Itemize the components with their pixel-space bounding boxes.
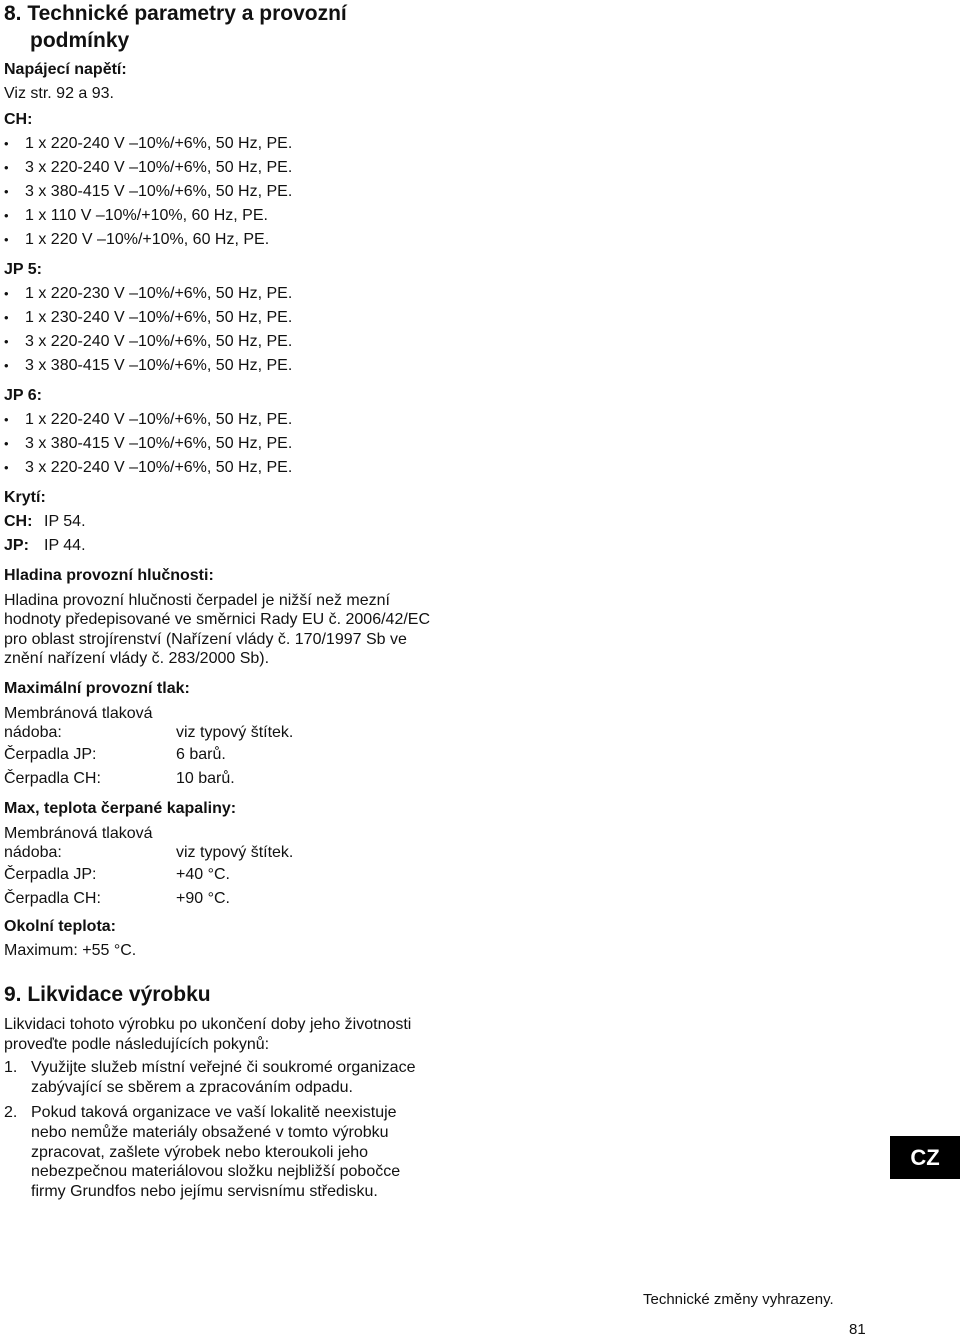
protection-ch-value: IP 54. — [44, 513, 86, 530]
protection-jp-key: JP: — [4, 537, 29, 554]
list-item: • 3 x 220-240 V –10%/+6%, 50 Hz, PE. — [4, 330, 434, 354]
ambient-text: Maximum: +55 °C. — [4, 942, 137, 960]
protection-jp-value: IP 44. — [44, 537, 86, 554]
protection-label: Krytí: — [4, 489, 46, 506]
main-column — [4, 0, 434, 1201]
list-item — [4, 1103, 434, 1201]
list-item: • 3 x 220-240 V –10%/+6%, 50 Hz, PE. — [4, 156, 434, 180]
temperature-label: Max, teplota čerpané kapaliny: — [4, 800, 237, 818]
pressure-jp-key: Čerpadla JP: — [4, 746, 97, 764]
pressure-jp-row — [4, 743, 434, 767]
language-badge: CZ — [890, 1136, 960, 1179]
temperature-tank-key-line2: nádoba: — [4, 844, 62, 862]
jp6-voltage-list — [4, 408, 434, 480]
temperature-tank-key-line1: Membránová tlaková — [4, 825, 153, 843]
temperature-jp-value: +40 °C. — [176, 866, 230, 884]
pressure-label: Maximální provozní tlak: — [4, 679, 190, 697]
temperature-ch-value: +90 °C. — [176, 890, 230, 908]
step-number: 2. — [4, 1104, 18, 1122]
list-item: • 1 x 220-240 V –10%/+6%, 50 Hz, PE. — [4, 132, 434, 156]
noise-label: Hladina provozní hlučnosti: — [4, 567, 214, 584]
list-item: • 3 x 380-415 V –10%/+6%, 50 Hz, PE. — [4, 432, 434, 456]
pressure-ch-key: Čerpadla CH: — [4, 770, 101, 788]
step-number: 1. — [4, 1059, 18, 1077]
footer-note: Technické změny vyhrazeny. — [643, 1291, 834, 1308]
list-item: • 1 x 220-240 V –10%/+6%, 50 Hz, PE. — [4, 408, 434, 432]
list-item: • 3 x 380-415 V –10%/+6%, 50 Hz, PE. — [4, 180, 434, 204]
list-item: • 3 x 220-240 V –10%/+6%, 50 Hz, PE. — [4, 456, 434, 480]
list-item: • 1 x 220-230 V –10%/+6%, 50 Hz, PE. — [4, 282, 434, 306]
pressure-tank-key-line1: Membránová tlaková — [4, 704, 153, 722]
jp5-voltage-list — [4, 282, 434, 378]
list-item — [4, 1058, 434, 1097]
temperature-tank-value: viz typový štítek. — [176, 844, 294, 862]
protection-ch-key: CH: — [4, 513, 33, 530]
pressure-tank-value: viz typový štítek. — [176, 724, 294, 742]
temperature-ch-key: Čerpadla CH: — [4, 890, 101, 908]
ch-voltage-list — [4, 132, 434, 252]
protection-ch-row — [4, 510, 434, 534]
disposal-steps — [4, 1058, 434, 1201]
supply-label: Napájecí napětí: — [4, 61, 127, 78]
supply-text: Viz str. 92 a 93. — [4, 85, 114, 102]
list-item: • 1 x 230-240 V –10%/+6%, 50 Hz, PE. — [4, 306, 434, 330]
step-text: Pokud taková organizace ve vaší lokalitě neexistuje nebo nemůže materiály obsažené v tomto výrobku zpracovat, zašlete výrobek nebo kteroukoli jeho nebezpečnou materiálovou složku nejbližší pobočce firmy Grundfos nebo jejímu servisnímu středisku. — [31, 1104, 401, 1200]
temperature-tank-row — [4, 843, 434, 863]
page-number: 81 — [849, 1321, 866, 1338]
pressure-ch-value: 10 barů. — [176, 770, 235, 788]
noise-text: Hladina provozní hlučnosti čerpadel je nižší než mezní hodnoty předepisované ve směrnici Rady EU č. 2006/42/EC pro oblast strojírenství (Nařízení vlády č. 170/1997 Sb ve znění nařízení vlády č. 283/2000 Sb). — [4, 592, 431, 668]
section-9-title: 9. Likvidace výrobku — [4, 983, 211, 1007]
temperature-jp-key: Čerpadla JP: — [4, 866, 97, 884]
list-item: • 1 x 220 V –10%/+10%, 60 Hz, PE. — [4, 228, 434, 252]
pressure-jp-value: 6 barů. — [176, 746, 226, 764]
list-item: • 3 x 380-415 V –10%/+6%, 50 Hz, PE. — [4, 354, 434, 378]
jp5-label: JP 5: — [4, 261, 42, 278]
protection-jp-row — [4, 534, 434, 558]
list-item: • 1 x 110 V –10%/+10%, 60 Hz, PE. — [4, 204, 434, 228]
ch-label: CH: — [4, 111, 33, 128]
temperature-ch-row — [4, 887, 434, 911]
section-8-title: 8. Technické parametry a provozní podmínky — [4, 2, 347, 52]
temperature-jp-row — [4, 863, 434, 887]
pressure-tank-key-line2: nádoba: — [4, 724, 62, 742]
step-text: Využijte služeb místní veřejné či soukromé organizace zabývající se sběrem a zpracováním odpadu. — [31, 1059, 416, 1096]
pressure-ch-row — [4, 767, 434, 791]
ambient-label: Okolní teplota: — [4, 918, 116, 936]
jp6-label: JP 6: — [4, 387, 42, 404]
pressure-tank-row — [4, 723, 434, 743]
disposal-intro: Likvidaci tohoto výrobku po ukončení doby jeho životnosti proveďte podle následujících pokynů: — [4, 1016, 412, 1053]
